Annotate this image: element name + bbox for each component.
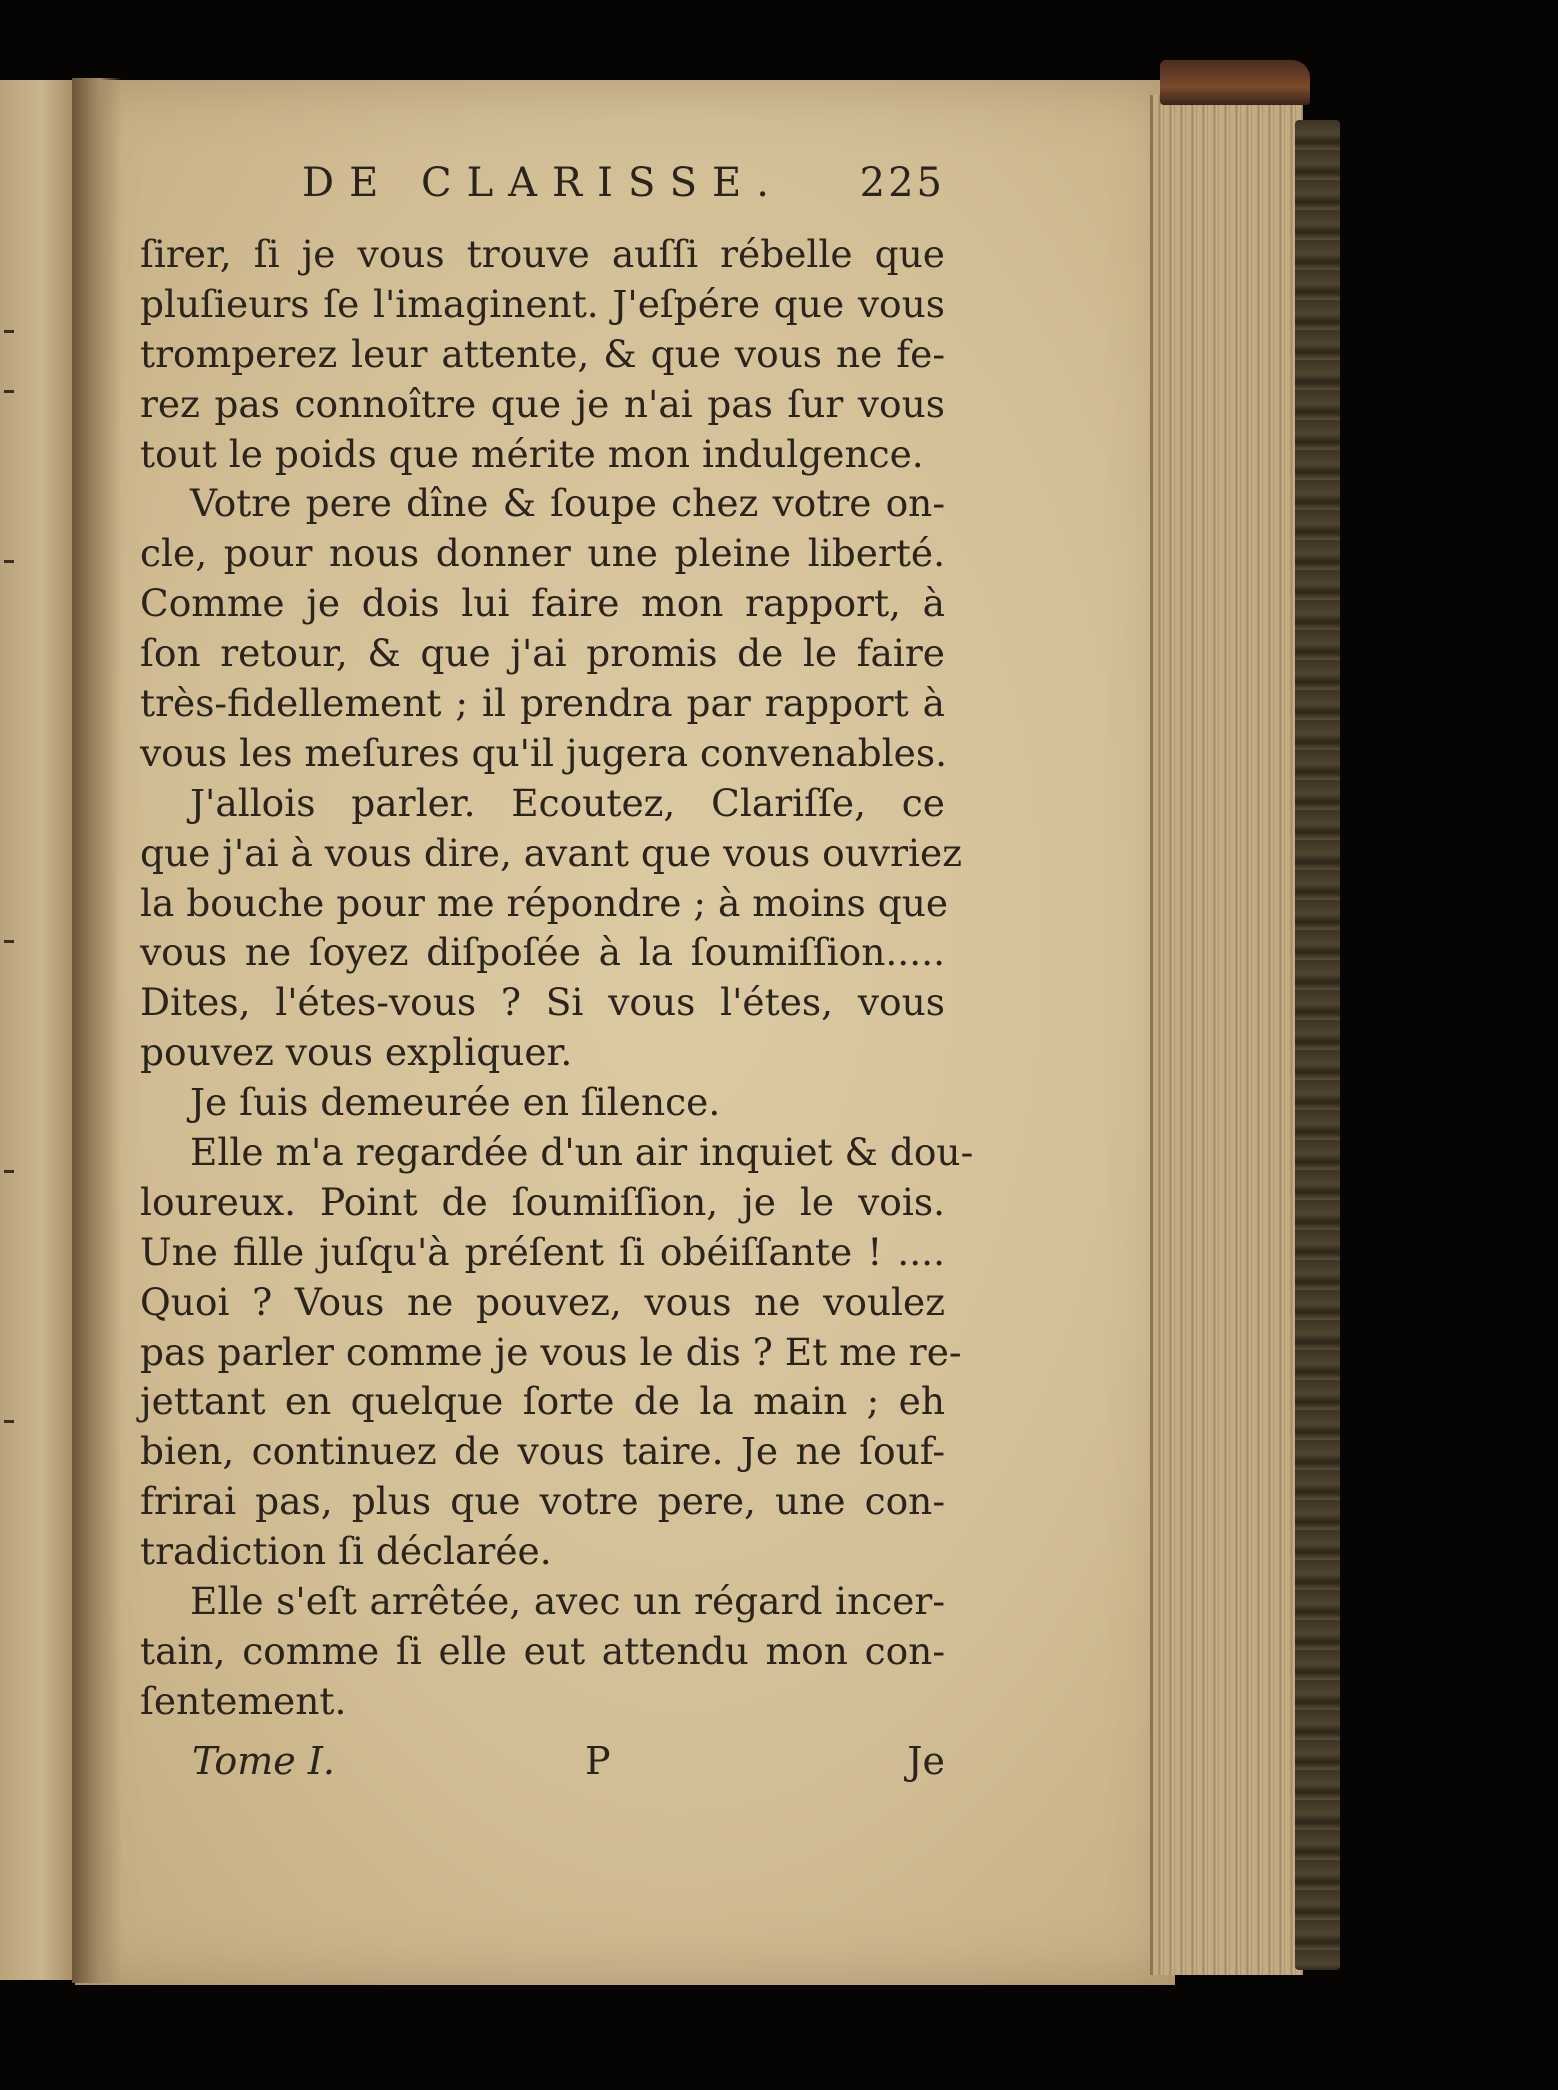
previous-page-mark: [4, 560, 14, 563]
text-line: Votre pere dîne & ſoupe chez votre on-: [190, 481, 945, 526]
page-number: 225: [859, 160, 945, 206]
catchword: Je: [907, 1738, 945, 1783]
text-line: ſon retour, & que j'ai promis de le faire: [140, 631, 945, 676]
text-line: loureux. Point de ſoumiſſion, je le vois.: [140, 1179, 945, 1224]
text-line: Dites, l'étes-vous ? Si vous l'étes, vous: [140, 980, 945, 1025]
previous-page-mark: [4, 390, 14, 393]
text-line: cle, pour nous donner une pleine liberté.: [140, 531, 945, 576]
binding-gutter: [72, 78, 122, 1983]
signature-mark: P: [585, 1738, 611, 1783]
text-line: J'allois parler. Ecoutez, Clariſſe, ce: [190, 780, 945, 825]
previous-page-mark: [4, 940, 14, 943]
text-line: bien, continuez de vous taire. Je ne ſouf-: [140, 1429, 945, 1474]
previous-page-mark: [4, 1420, 14, 1423]
running-title: DE CLARISSE.: [302, 160, 784, 206]
previous-page-mark: [4, 1170, 14, 1173]
text-line: que j'ai à vous dire, avant que vous ouvriez: [140, 830, 962, 875]
text-line: très-fidellement ; il prendra par rapport à: [140, 681, 945, 726]
text-line: vous ne ſoyez diſpoſée à la ſoumiſſion.....: [140, 930, 945, 975]
text-line: tromperez leur attente, & que vous ne fe-: [140, 331, 945, 376]
text-line: jettant en quelque ſorte de la main ; eh: [140, 1379, 945, 1424]
text-line: la bouche pour me répondre ; à moins que: [140, 880, 949, 925]
text-line: Elle m'a regardée d'un air inquiet & dou-: [190, 1130, 974, 1175]
text-line: Une fille juſqu'à préſent ſi obéiſſante ! ....: [140, 1229, 945, 1274]
page-header: [140, 160, 945, 230]
previous-page-mark: [4, 330, 14, 333]
text-line: ſentement.: [140, 1678, 347, 1723]
text-block: [140, 160, 974, 1794]
text-line: ſirer, ſi je vous trouve auſſi rébelle que: [140, 232, 945, 276]
text-line: tradiction ſi déclarée.: [140, 1529, 552, 1574]
text-line: pas parler comme je vous le dis ? Et me re-: [140, 1329, 962, 1374]
text-line: Je ſuis demeurée en ſilence.: [190, 1080, 721, 1125]
text-line: Quoi ? Vous ne pouvez, vous ne voulez: [140, 1279, 945, 1324]
page-edges-stack: [1150, 95, 1303, 1975]
text-line: Comme je dois lui faire mon rapport, à: [140, 581, 945, 626]
leather-cover: [1295, 120, 1340, 1970]
volume-signature: Tome I.: [192, 1738, 335, 1783]
text-line: rez pas connoître que je n'ai pas ſur vous: [140, 381, 945, 426]
text-line: frirai pas, plus que votre pere, une con-: [140, 1479, 945, 1524]
text-line: vous les meſures qu'il jugera convenables.: [140, 730, 948, 775]
previous-page-edge: [0, 80, 78, 1980]
text-line: pluſieurs ſe l'imaginent. J'eſpére que vous: [140, 281, 945, 326]
leather-cover-corner: [1160, 60, 1310, 105]
body-text: [140, 230, 974, 1727]
text-line: tout le poids que mérite mon indulgence.: [140, 431, 924, 476]
page-footer: [140, 1739, 945, 1794]
text-line: tain, comme ſi elle eut attendu mon con-: [140, 1628, 945, 1673]
text-line: Elle s'eſt arrêtée, avec un régard incer-: [190, 1579, 945, 1624]
text-line: pouvez vous expliquer.: [140, 1030, 573, 1075]
